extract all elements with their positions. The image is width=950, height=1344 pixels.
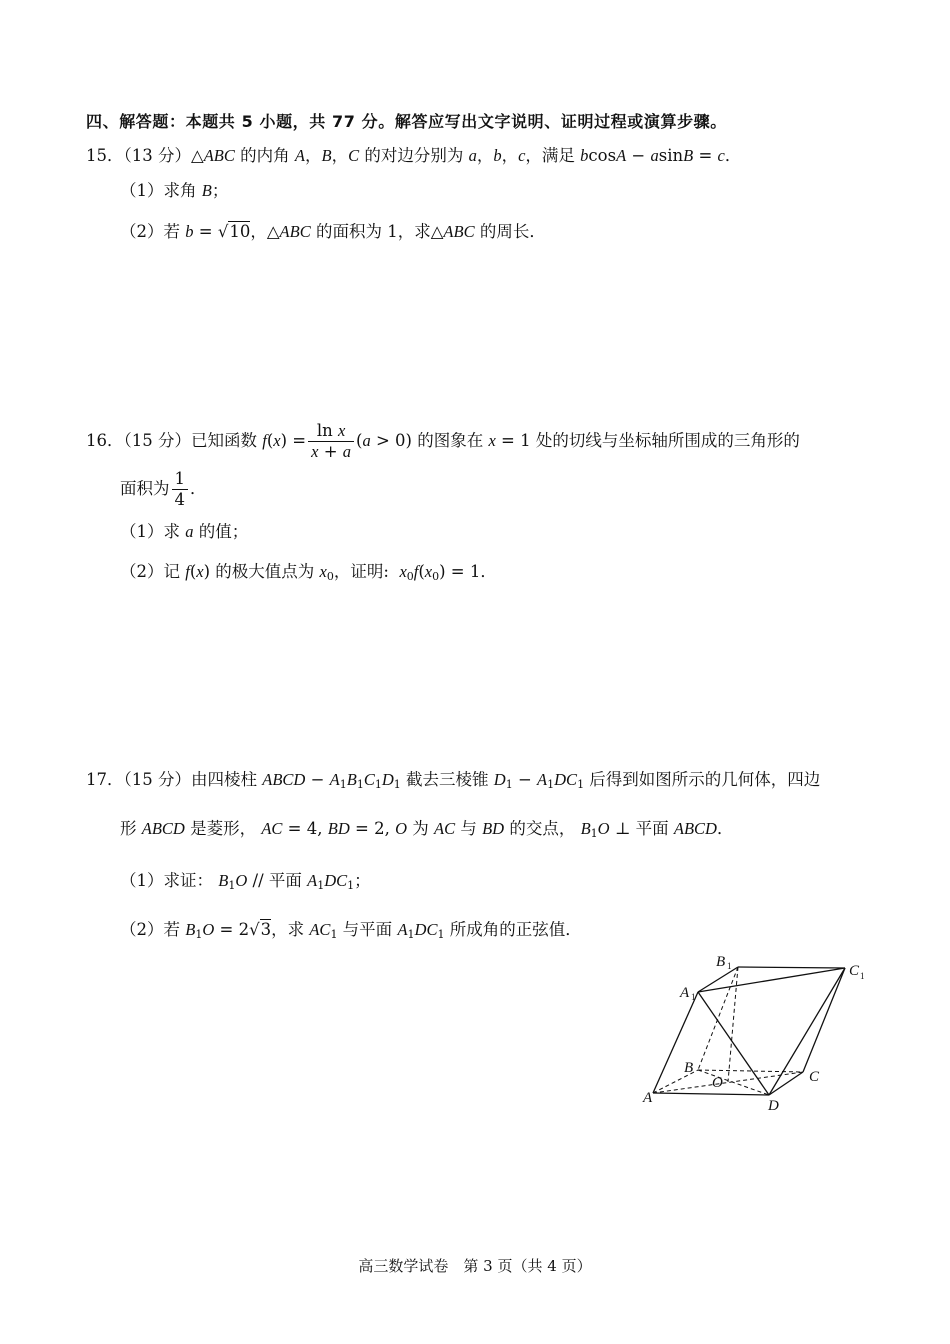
label-c1: C [849,963,860,979]
q17-part1: （1）求证： $B_1O$ // 平面 $A_1DC_1$； [120,871,371,892]
q15-stem-line: 15．（13 分）△ABC 的内角 A，B，C 的对边分别为 a，b，c，满足 bcosA − asinB = c． [86,146,742,165]
q15-part2: （2）若 b = √10，△ABC 的面积为 1，求△ABC 的周长． [120,222,546,241]
label-o: O [712,1075,723,1091]
q16-stem-line1: 16．（15 分）已知函数 f(x) = $\frac{\text{ln x}}{x + a}$ (a > 0) 的图象在 x = 1 处的切线与坐标轴所围成的三角形的 [86,421,800,461]
label-b1-sub: 1 [727,961,732,971]
label-b: B [684,1060,694,1076]
label-c1-sub: 1 [860,971,865,981]
edge-d-c [769,1072,803,1095]
diag-b-d [698,1070,769,1095]
label-d: D [768,1098,779,1114]
edge-c1-d [769,968,845,1095]
q16-number: 16． [86,431,124,450]
diag-a-c [653,1072,803,1093]
q17-score: （15 分） [123,770,191,789]
edge-a1-d [698,992,769,1095]
q16-area-fraction: $\frac{1}{4}$ [172,469,189,510]
edge-c1-c [803,968,845,1072]
edge-a1-c1 [698,968,845,992]
q15-score: （13 分） [123,146,191,165]
q17-number: 17． [86,770,124,789]
q16-score: （15 分） [123,431,191,450]
label-b1: B [716,954,726,970]
page-footer: 高三数学试卷 第 3 页（共 4 页） [358,1257,592,1275]
geometry-figure [630,950,880,1120]
q15-number: 15． [86,146,124,165]
edge-a-d [653,1093,769,1095]
q17-part2: （2）若 $B_1O = 2√3$，求 $AC_1$ 与平面 $A_1DC_1$ 所成角的正弦值． [120,920,582,941]
q16-stem-line2: 面积为 $\frac{1}{4}$ ． [120,469,207,509]
edge-a1-a [653,992,698,1093]
label-c: C [809,1069,820,1085]
q17-stem-line1: 17．（15 分）由四棱柱 ABCD − $A_1B_1C_1D_1$ 截去三棱锥 $D_1 - A_1DC_1$ 后得到如图所示的几何体，四边 [86,770,821,791]
label-a1: A [680,985,690,1001]
q16-part1: （1）求 a 的值； [120,522,249,541]
edge-b1-o [728,967,738,1082]
q17-stem-line2: 形 ABCD 是菱形， AC = 4, BD = 2, O 为 AC 与 BD 的交点， $B_1O$ ⊥ 平面 ABCD． [120,819,734,840]
edge-b1-c1 [738,967,845,968]
q16-fraction: $\frac{\text{ln x}}{x + a}$ [308,421,354,462]
q15-part1: （1）求角 B； [120,181,229,200]
section-title: 四、解答题：本题共 5 小题，共 77 分。解答应写出文字说明、证明过程或演算步骤。 [86,112,727,131]
edge-b-c [698,1070,803,1072]
label-a: A [643,1090,653,1106]
q16-part2: （2）记 f(x) 的极大值点为 $x_0$，证明: $x_0f(x_0) = 1$． [120,562,497,583]
label-a1-sub: 1 [691,992,696,1002]
edge-b1-b [698,967,738,1070]
